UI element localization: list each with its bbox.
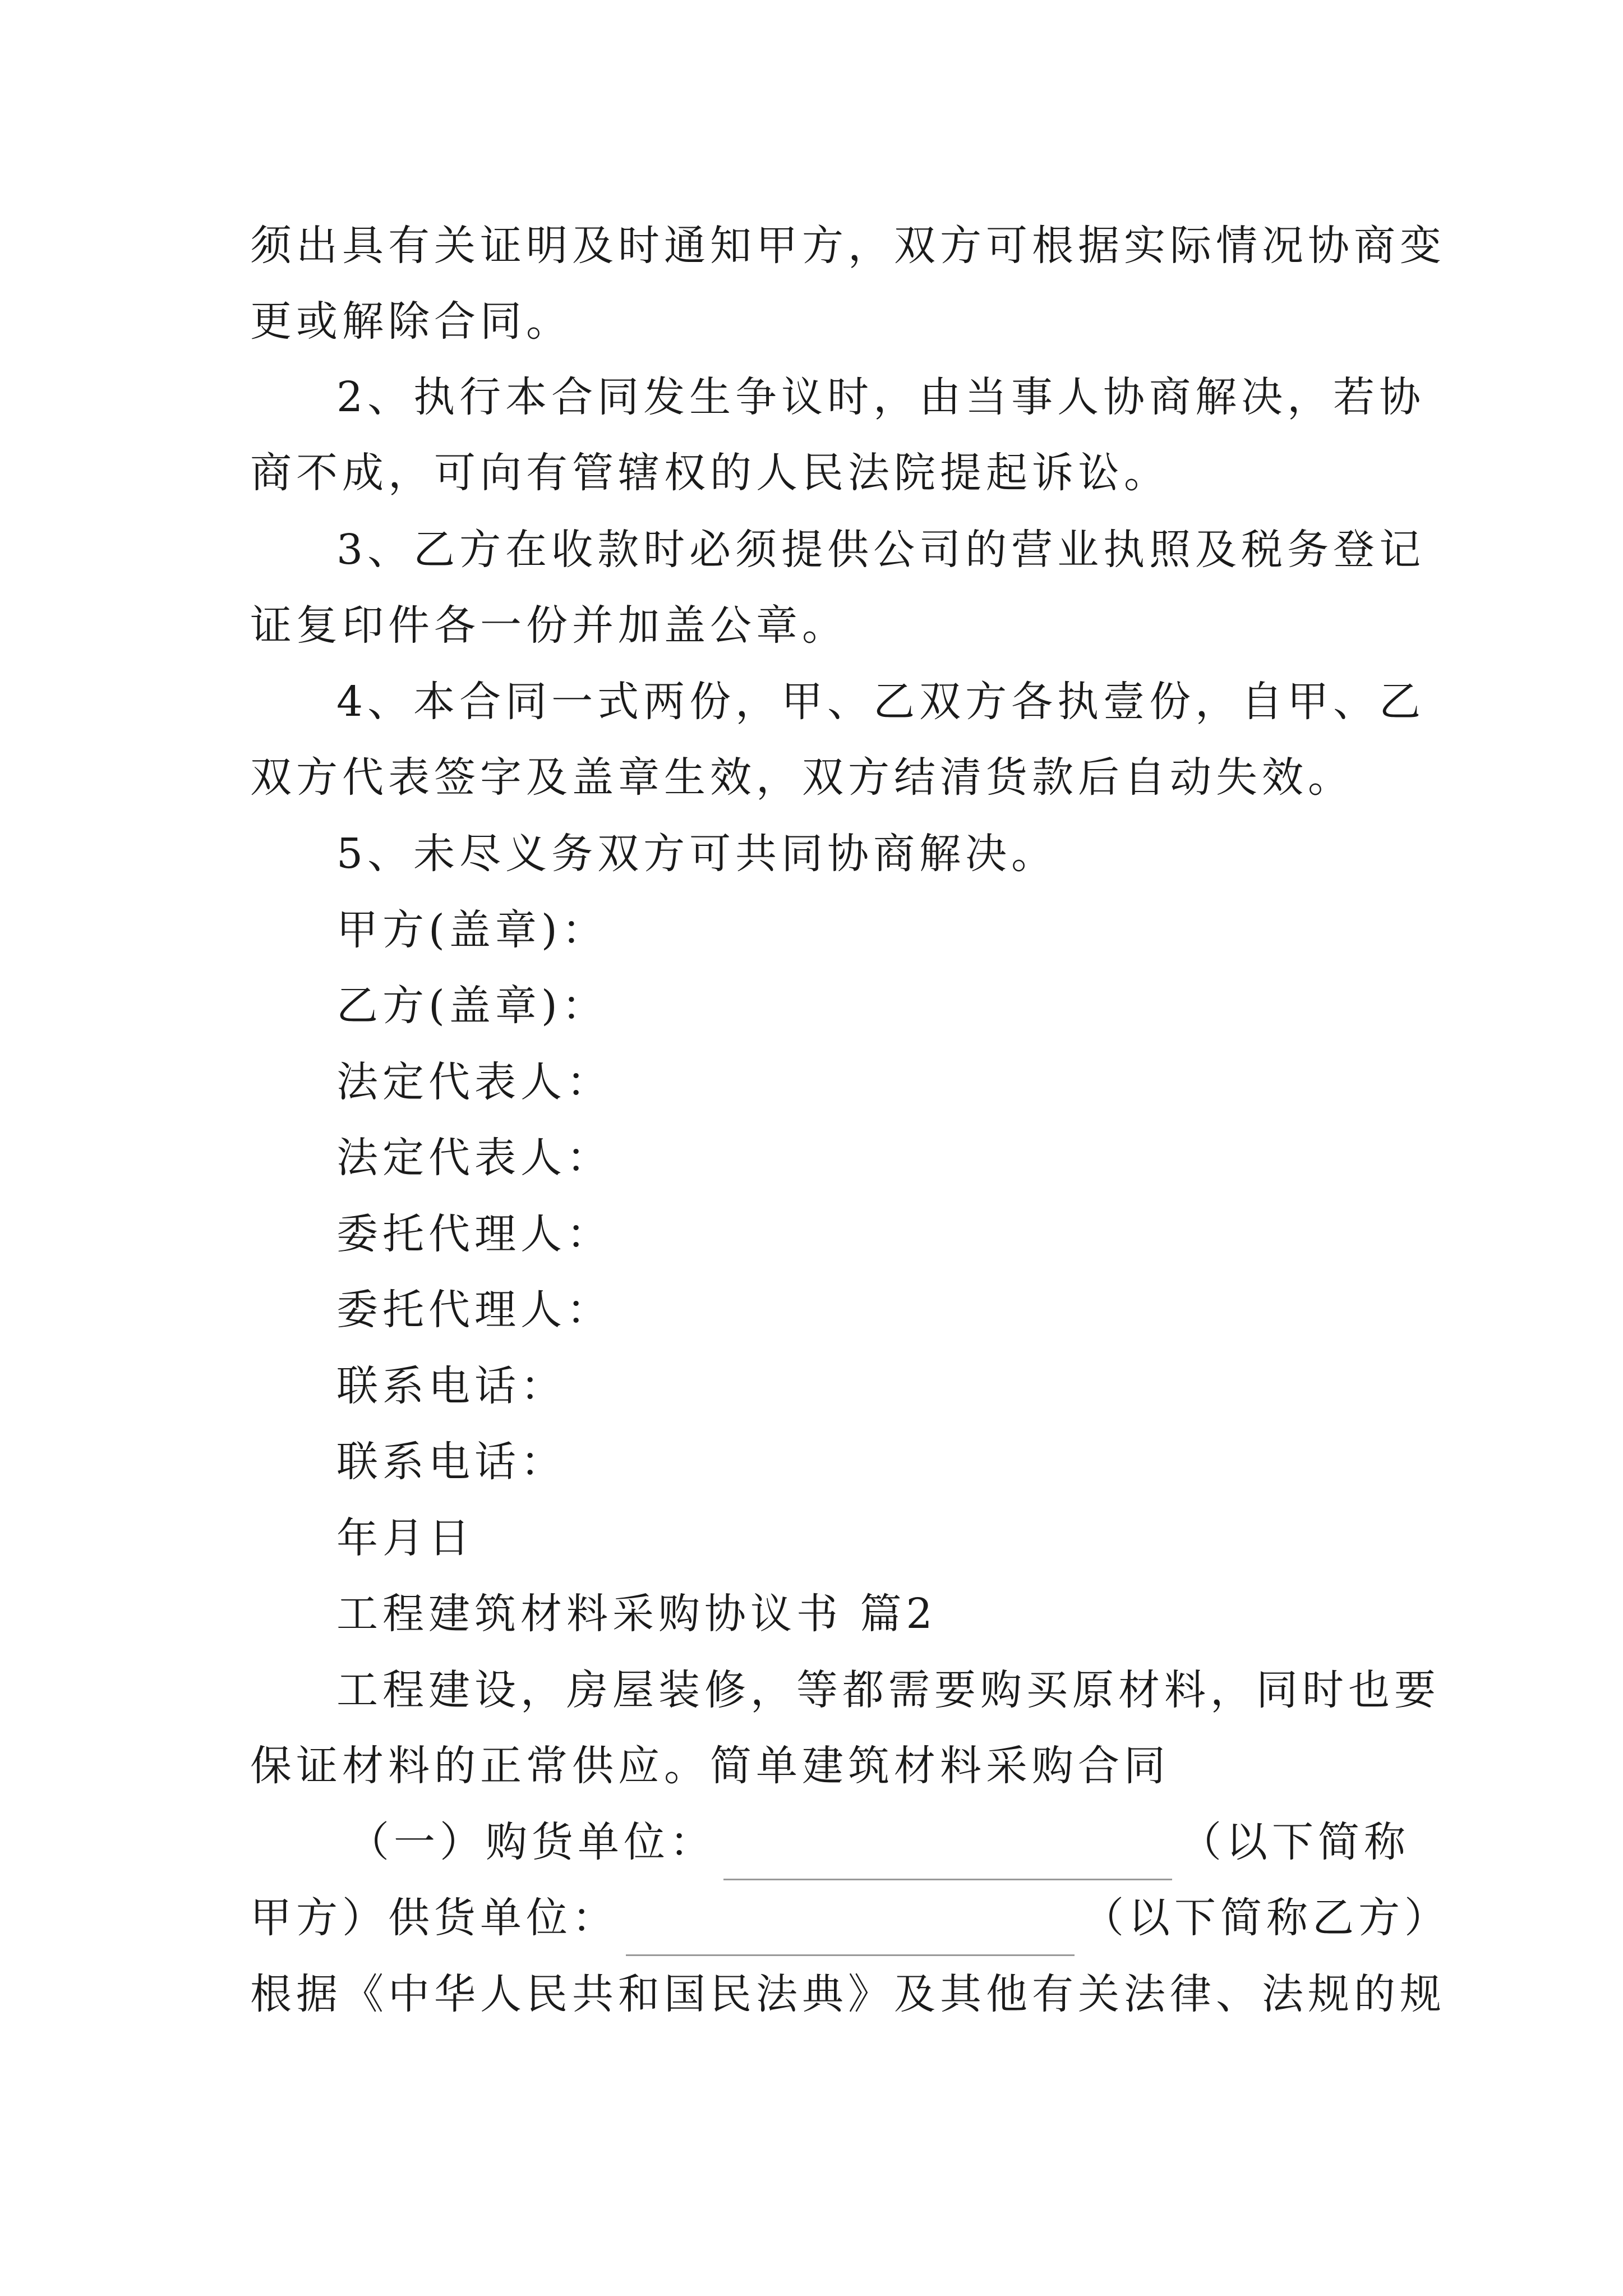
clause-5-line: 5、未尽义务双方可共同协商解决。	[336, 830, 1058, 878]
law-reference-line: 根据《中华人民共和国民法典》及其他有关法律、法规的规	[250, 1970, 1446, 2018]
clause-4-line: 4、本合同一式两份，甲、乙双方各执壹份，自甲、乙	[336, 678, 1426, 726]
supplier-line	[250, 1880, 1450, 1956]
clause-2-line: 商不成，可向有管辖权的人民法院提起诉讼。	[250, 449, 1170, 497]
intro-line: 工程建设，房屋装修，等都需要购买原材料，同时也要	[336, 1666, 1440, 1714]
paragraph-line: 更或解除合同。	[250, 297, 572, 346]
intro-line: 保证材料的正常供应。简单建筑材料采购合同	[250, 1742, 1170, 1790]
legal-representative-label: 法定代表人：	[336, 1058, 612, 1106]
supplier-label: 甲方）供货单位：	[250, 1894, 618, 1942]
supplier-blank-field[interactable]	[626, 1904, 1075, 1956]
party-b-seal-label: 乙方(盖章)：	[336, 982, 608, 1030]
legal-representative-label: 法定代表人：	[336, 1134, 612, 1182]
clause-3-line: 证复印件各一份并加盖公章。	[250, 601, 848, 650]
supplier-suffix: （以下简称乙方）	[1082, 1894, 1450, 1942]
authorized-agent-label: 委托代理人：	[336, 1210, 612, 1258]
clause-3-line: 3、乙方在收款时必须提供公司的营业执照及税务登记	[336, 526, 1426, 574]
buyer-suffix: （以下简称	[1180, 1818, 1410, 1866]
clause-2-line: 2、执行本合同发生争议时，由当事人协商解决，若协	[336, 373, 1426, 421]
phone-label: 联系电话：	[336, 1362, 566, 1410]
buyer-label: （一）购货单位：	[348, 1818, 716, 1866]
buyer-blank-field[interactable]	[723, 1828, 1172, 1880]
paragraph-line: 须出具有关证明及时通知甲方，双方可根据实际情况协商变	[250, 222, 1446, 270]
section-heading: 工程建筑材料采购协议书 篇2	[336, 1590, 937, 1638]
party-a-seal-label: 甲方(盖章)：	[336, 906, 608, 954]
buyer-line	[348, 1804, 1410, 1880]
phone-label: 联系电话：	[336, 1438, 566, 1486]
date-label: 年月日	[336, 1514, 474, 1562]
clause-4-line: 双方代表签字及盖章生效，双方结清货款后自动失效。	[250, 753, 1354, 802]
authorized-agent-label: 委托代理人：	[336, 1286, 612, 1334]
